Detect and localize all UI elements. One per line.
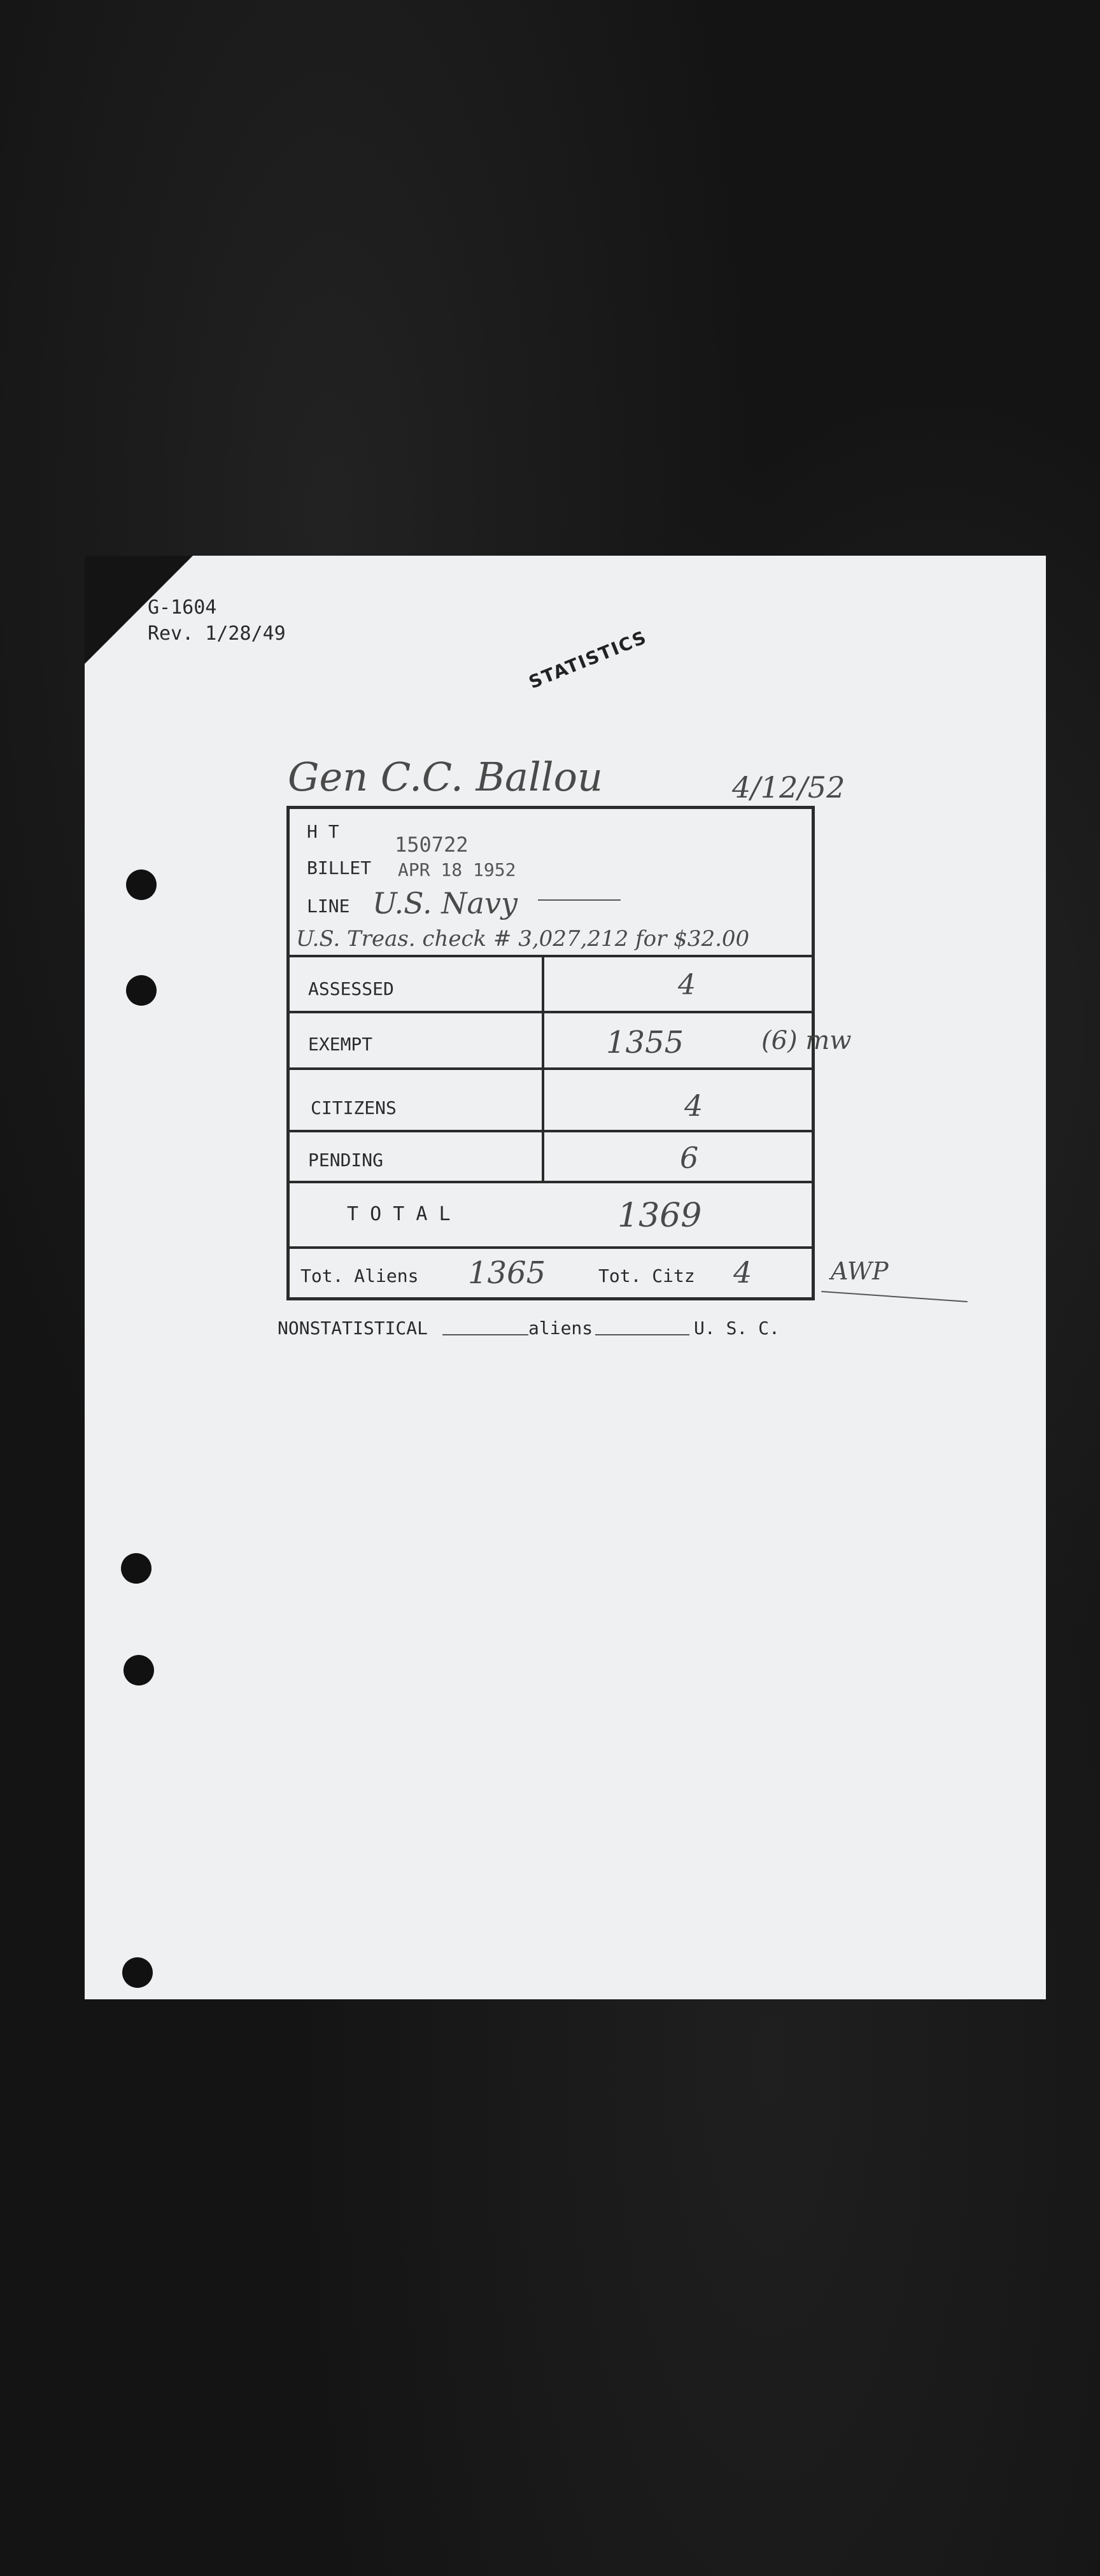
- punch-hole: [123, 1655, 154, 1686]
- total-citizens-label: Tot. Citz: [598, 1265, 695, 1286]
- divider: [286, 1130, 815, 1132]
- total-aliens-label: Tot. Aliens: [300, 1265, 419, 1286]
- row-value-assessed: 4: [678, 969, 696, 1001]
- punch-hole: [122, 1957, 153, 1988]
- reviewer-initials: AWP: [831, 1257, 889, 1285]
- divider: [286, 1246, 815, 1249]
- row-value-citizens: 4: [684, 1088, 703, 1123]
- nonstat-blank-1: [442, 1334, 528, 1335]
- total-value: 1369: [617, 1197, 702, 1235]
- statistics-stamp: STATISTICS: [526, 626, 651, 693]
- nonstatistical-aliens: aliens: [528, 1318, 593, 1339]
- line-label: LINE: [307, 896, 350, 917]
- form-number: G-1604: [148, 596, 217, 619]
- treasury-check-note: U.S. Treas. check # 3,027,212 for $32.00: [296, 926, 750, 952]
- column-divider: [542, 955, 544, 1182]
- row-label-assessed: ASSESSED: [308, 978, 394, 999]
- underline-scribble: [538, 899, 621, 901]
- nonstat-blank-2: [595, 1334, 689, 1335]
- ht-number: 150722: [395, 833, 469, 857]
- row-label-pending: PENDING: [308, 1150, 384, 1171]
- row-note-exempt: (6) mw: [761, 1026, 852, 1055]
- row-label-citizens: CITIZENS: [311, 1097, 397, 1118]
- punch-hole: [126, 869, 157, 900]
- row-value-exempt: 1355: [606, 1025, 684, 1060]
- divider: [286, 1181, 815, 1183]
- divider: [286, 955, 815, 957]
- billet-date-stamp: APR 18 1952: [398, 859, 516, 880]
- nonstatistical-label: NONSTATISTICAL: [278, 1318, 428, 1339]
- nonstatistical-usc: U. S. C.: [694, 1318, 780, 1339]
- divider: [286, 1011, 815, 1013]
- ht-label: H T: [307, 821, 339, 842]
- row-value-pending: 6: [680, 1141, 699, 1175]
- vessel-name: Gen C.C. Ballou: [288, 754, 603, 800]
- line-value: U.S. Navy: [372, 886, 518, 920]
- total-label: T O T A L: [347, 1203, 451, 1225]
- form-revision: Rev. 1/28/49: [148, 623, 286, 645]
- total-aliens-value: 1365: [468, 1255, 546, 1291]
- total-citizens-value: 4: [733, 1255, 752, 1290]
- divider: [286, 1067, 815, 1070]
- punch-hole: [121, 1553, 152, 1584]
- row-label-exempt: EXEMPT: [308, 1034, 373, 1055]
- billet-label: BILLET: [307, 857, 372, 878]
- handwritten-date: 4/12/52: [732, 770, 845, 805]
- punch-hole: [126, 975, 157, 1006]
